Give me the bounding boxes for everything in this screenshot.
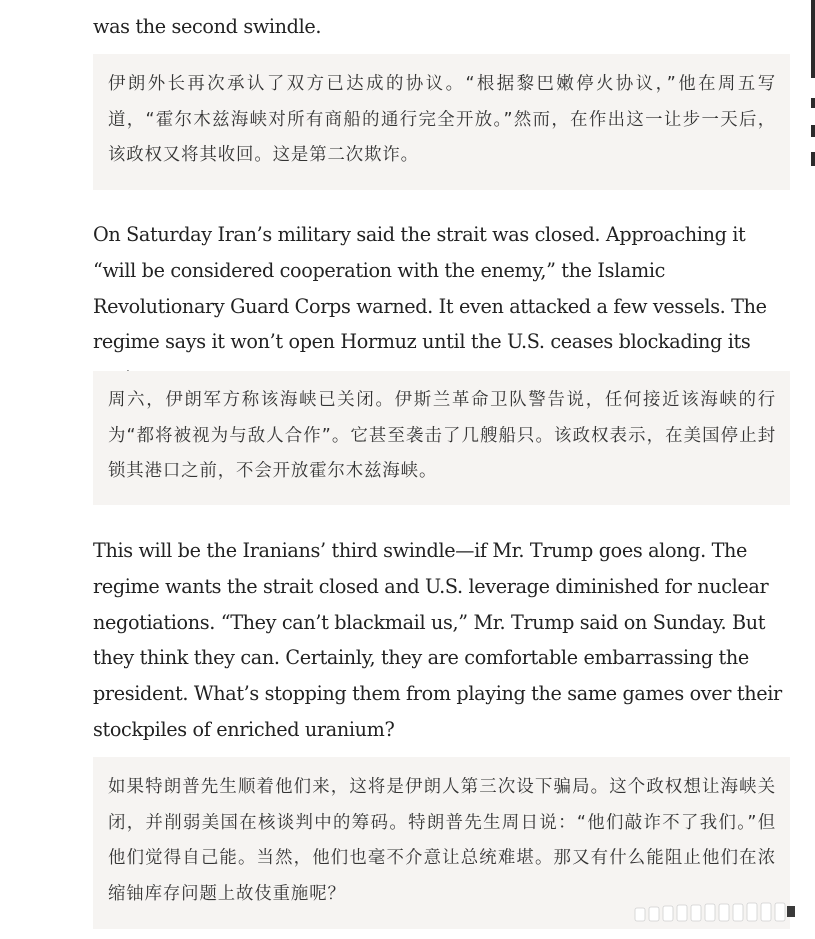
right-edge-fragment: [811, 98, 815, 108]
translation-text-3: 如果特朗普先生顺着他们来，这将是伊朗人第三次设下骗局。这个政权想让海峡关闭，并削弱美国在核谈判中的筹码。特朗普先生周日说：“他们敲诈不了我们。”但他们觉得自己能。当然，他们也毫不介意让总统难堪。那又有什么能阻止他们在浓缩铀库存问题上故伎重施呢？: [108, 777, 776, 904]
translation-text-1: 伊朗外长再次承认了双方已达成的协议。“根据黎巴嫩停火协议，”他在周五写道，“霍尔木兹海峡对所有商船的通行完全开放。”然而，在作出这一让步一天后，该政权又将其收回。这是第二次欺诈。: [108, 74, 776, 165]
translation-block-1: [93, 54, 790, 190]
paragraph-2: On Saturday Iran’s military said the strait was closed. Approaching it “will be considered cooperation with the enemy,” the Islamic Revolutionary Guard Corps warned. It even attacked a few vessels. The regime says it won’t open Hormuz until the U.S. ceases blockading its: [93, 223, 767, 354]
right-edge-fragment: [811, 125, 815, 137]
signal-bars-icon: [634, 902, 798, 922]
translation-block-2: [93, 371, 790, 505]
paragraph-1-tail: was the second swindle.: [93, 15, 322, 38]
translation-text-2: 周六，伊朗军方称该海峡已关闭。伊斯兰革命卫队警告说，任何接近该海峡的行为“都将被视为与敌人合作”。它甚至袭击了几艘船只。该政权表示，在美国停止封锁其港口之前，不会开放霍尔木兹海峡。: [108, 390, 776, 481]
right-edge-fragment: [811, 0, 815, 78]
right-edge-fragment: [811, 152, 815, 166]
paragraph-3: This will be the Iranians’ third swindle—if Mr. Trump goes along. The regime wants the strait closed and U.S. leverage diminished for nuclear negotiations. “They can’t blackmail us,” Mr. Trump said on Sunday. But they think they can. Certainly, they are comfortable embarrassing the president. What’s stopping them from playing the same games over their stockpiles of enriched uranium?: [93, 539, 782, 741]
